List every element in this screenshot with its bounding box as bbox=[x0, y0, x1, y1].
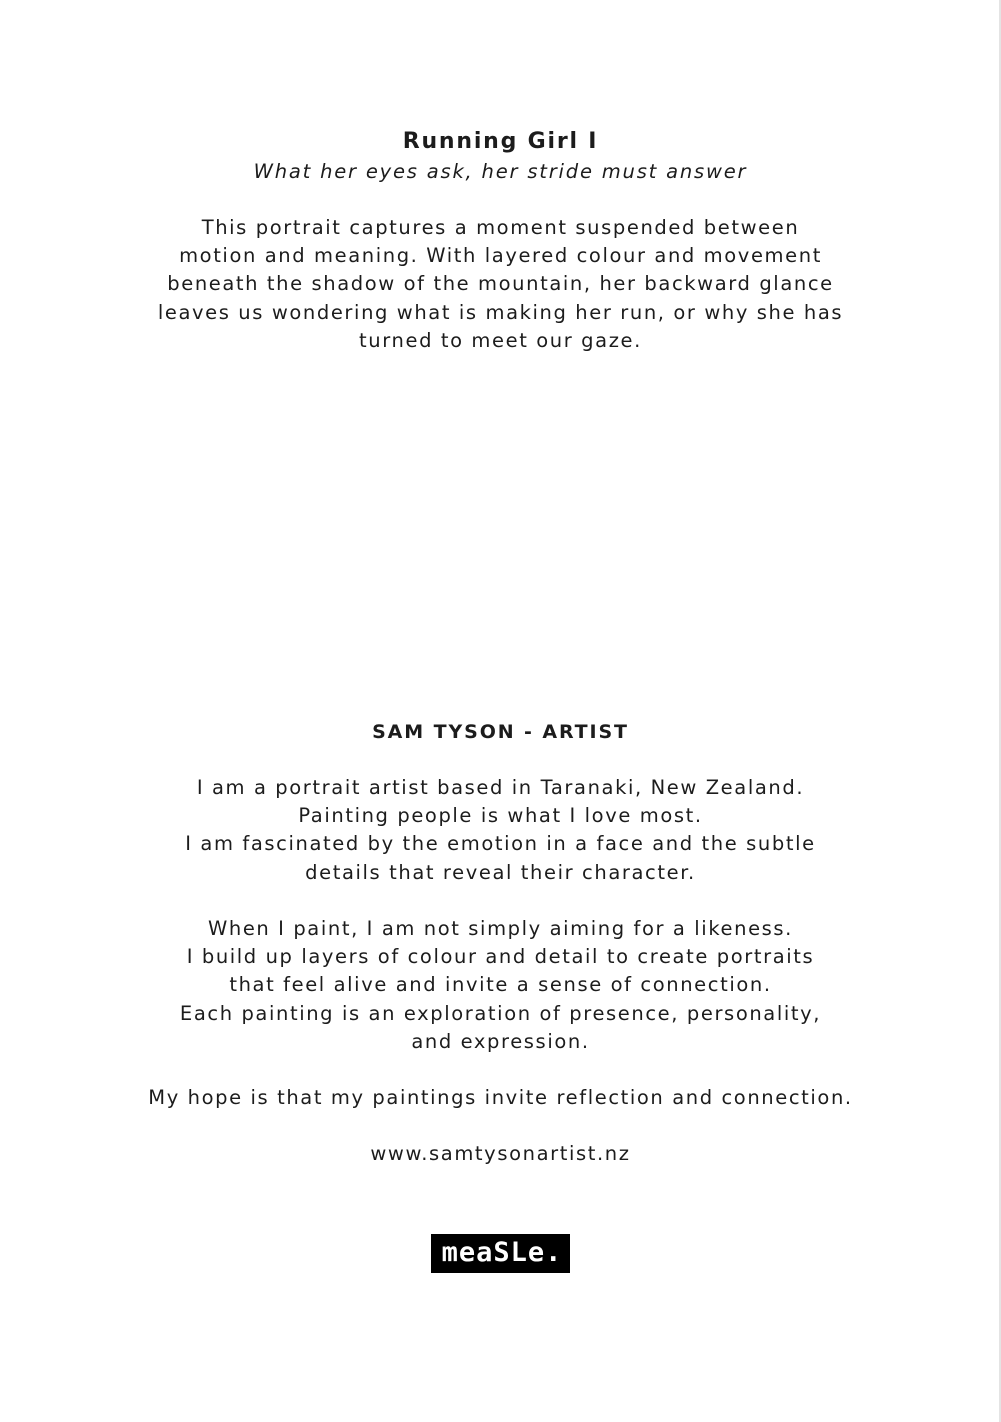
bio-line: I am fascinated by the emotion in a face and the subtle bbox=[185, 832, 816, 856]
artist-section-header bbox=[0, 718, 1001, 746]
measle-logo: meaSLe. bbox=[431, 1234, 571, 1273]
bio-line: details that reveal their character. bbox=[305, 860, 696, 884]
bio-line: When I paint, I am not simply aiming for a likeness. bbox=[207, 917, 793, 940]
artist-bio-paragraph-3 bbox=[0, 1084, 1001, 1112]
bio-line: that feel alive and invite a sense of connection. bbox=[229, 973, 772, 997]
description-line: motion and meaning. With layered colour and movement bbox=[179, 244, 822, 268]
artist-heading: SAM TYSON - ARTIST bbox=[372, 721, 629, 743]
description-line: This portrait captures a moment suspended between bbox=[201, 216, 800, 239]
description-line: beneath the shadow of the mountain, her backward glance bbox=[167, 272, 834, 296]
brand-footer bbox=[0, 1234, 1001, 1273]
artwork-description bbox=[0, 214, 1001, 355]
artwork-subtitle: What her eyes ask, her stride must answer bbox=[253, 160, 748, 183]
bio-line: and expression. bbox=[411, 1029, 590, 1053]
bio-line: Each painting is an exploration of presence, personality, bbox=[179, 1001, 822, 1025]
artist-website bbox=[0, 1140, 1001, 1168]
bio-line: Painting people is what I love most. bbox=[298, 804, 703, 828]
artwork-title: Running Girl I bbox=[402, 129, 599, 154]
artwork-header bbox=[0, 126, 1001, 186]
bio-line: I am a portrait artist based in Taranaki, New Zealand. bbox=[196, 776, 805, 799]
description-line: turned to meet our gaze. bbox=[359, 328, 642, 352]
bio-line: I build up layers of colour and detail to create portraits bbox=[186, 945, 815, 969]
artist-bio-paragraph-1 bbox=[0, 774, 1001, 887]
description-line: leaves us wondering what is making her run, or why she has bbox=[157, 300, 844, 324]
website-link[interactable]: www.samtysonartist.nz bbox=[370, 1142, 631, 1165]
bio-line: My hope is that my paintings invite reflection and connection. bbox=[148, 1086, 853, 1109]
artist-bio-paragraph-2 bbox=[0, 915, 1001, 1056]
